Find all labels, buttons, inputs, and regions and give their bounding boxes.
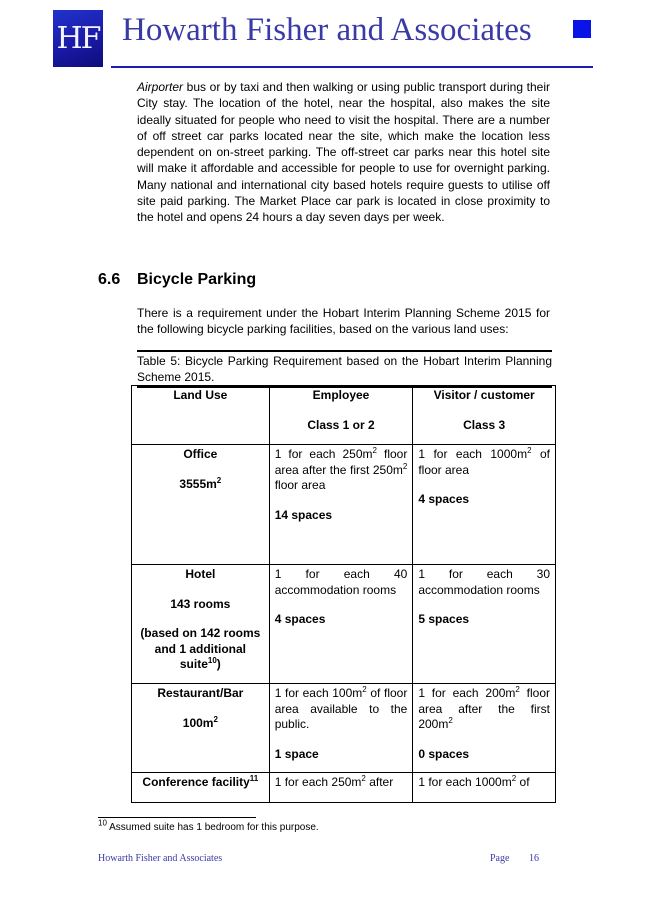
table-caption: Table 5: Bicycle Parking Requirement based on the Hobart Interim Planning Scheme 2015.: [137, 350, 552, 388]
bicycle-parking-table: [131, 385, 556, 803]
restaurant-employee-rule: 1 for each $100m^2$ of floor area available to the public.: [274, 685, 408, 731]
office-employee: [269, 445, 413, 565]
hotel-land-use: [132, 565, 270, 684]
firm-logo: [53, 10, 103, 67]
hotel-visitor: [413, 565, 556, 684]
section-title: Bicycle Parking: [137, 271, 257, 288]
airporter-italic: Airporter: [137, 80, 184, 94]
office-area: $3555m^2$: [179, 475, 222, 491]
footnote-number: 10: [98, 818, 107, 828]
footer-firm: Howarth Fisher and Associates: [98, 853, 223, 864]
header-rule: [111, 66, 593, 68]
restaurant-employee: [269, 684, 413, 773]
section-number: 6.6: [98, 271, 121, 288]
hotel-employee-rule: 1 for each 40 accommodation rooms: [274, 567, 408, 597]
header-land-use: [132, 386, 270, 445]
paragraph-transport: [137, 79, 550, 226]
logo-text: HF: [56, 21, 100, 56]
restaurant-area: $100m^2$: [182, 714, 218, 730]
table-row-office: [132, 445, 556, 565]
restaurant-employee-spaces: 1 space: [274, 746, 319, 761]
restaurant-land-use: [132, 684, 270, 773]
table-row-conference: [132, 773, 556, 803]
header-square-icon: [573, 20, 591, 38]
header-land-use-label: Land Use: [173, 388, 228, 402]
office-employee-spaces: 14 spaces: [274, 507, 333, 522]
table-header-row: [132, 386, 556, 445]
section-heading: [98, 271, 256, 289]
conference-visitor-rule: 1 for each $1000m^2$ of: [418, 774, 530, 789]
firm-title: Howarth Fisher and Associates: [122, 12, 532, 48]
header-visitor-label: Visitor / customer: [433, 388, 535, 402]
hotel-employee-spaces: 4 spaces: [274, 612, 326, 626]
conference-visitor: [413, 773, 556, 803]
hotel-employee: [269, 565, 413, 684]
office-employee-rule: 1 for each $250m^2$ floor area after the first $250m^2$ floor area: [274, 446, 408, 492]
hotel-note: (based on 142 rooms and 1 additional suite$^{10}$): [140, 626, 261, 671]
paragraph-transport-text: bus or by taxi and then walking or using public transport during their City stay. The location of the hotel, near the hospital, also makes the site ideally situated for people who need to visit the hospital. There are a number of off street car parks located near the site, which make the location less dependent on on-street parking. The off-street car parks near this hotel site will make it affordable and accessible for people to use for overnight parking. Many national and international city based hotels require guests to utilise off site paid parking. The Market Place car park is located in close proximity to the hotel and opens 24 hours a day seven days per week.: [137, 80, 550, 225]
footer-page-label: Page: [490, 853, 510, 864]
footnote-rule: [98, 817, 256, 818]
office-visitor: [413, 445, 556, 565]
header-employee: [269, 386, 413, 445]
restaurant-visitor-spaces: 0 spaces: [418, 746, 470, 761]
hotel-visitor-spaces: 5 spaces: [418, 612, 470, 626]
footer-page-number: 16: [529, 853, 539, 864]
conference-employee-rule: 1 for each $250m^2$ after: [274, 774, 394, 789]
footnote-text: Assumed suite has 1 bedroom for this purpose.: [106, 822, 319, 833]
hotel-visitor-rule: 1 for each 30 accommodation rooms: [418, 567, 550, 597]
header-employee-class: Class 1 or 2: [307, 417, 375, 432]
footnote: [98, 818, 319, 833]
paragraph-requirement: There is a requirement under the Hobart Interim Planning Scheme 2015 for the following bicycle parking facilities, based on the various land uses:: [137, 306, 550, 337]
header-visitor: [413, 386, 556, 445]
office-name: Office: [183, 447, 218, 461]
office-land-use: [132, 445, 270, 565]
office-visitor-rule: 1 for each $1000m^2$ of floor area: [418, 446, 550, 477]
conference-employee: [269, 773, 413, 803]
hotel-name: Hotel: [185, 567, 216, 581]
table-row-restaurant: [132, 684, 556, 773]
header-visitor-class: Class 3: [463, 417, 506, 432]
restaurant-visitor-rule: 1 for each $200m^2$ floor area after the first $200m^2$: [418, 685, 550, 731]
conference-name: Conference facility$^{11}$: [142, 774, 259, 789]
restaurant-name: Restaurant/Bar: [157, 686, 244, 700]
restaurant-visitor: [413, 684, 556, 773]
table-row-hotel: [132, 565, 556, 684]
header-employee-label: Employee: [312, 388, 370, 402]
conference-land-use: [132, 773, 270, 803]
hotel-rooms: 143 rooms: [170, 596, 231, 611]
office-visitor-spaces: 4 spaces: [418, 492, 470, 506]
